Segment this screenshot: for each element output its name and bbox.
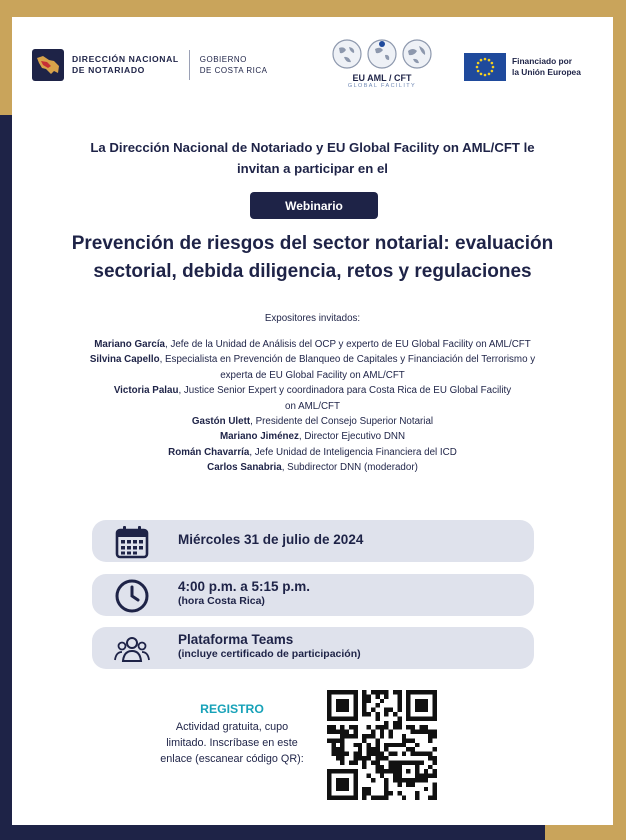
- dnn-name: [72, 54, 179, 76]
- speaker-role: , Director Ejecutivo DNN: [298, 431, 406, 443]
- event-time: 4:00 p.m. a 5:15 p.m.: [178, 579, 311, 594]
- speakers-list: [72, 337, 553, 476]
- eu-aml-logo: [322, 38, 442, 89]
- speaker-name: Carlos Sanabria: [207, 462, 282, 474]
- invitation-card: [12, 17, 613, 825]
- speaker-name: Victoria Palau: [113, 385, 179, 397]
- time-info: [92, 574, 534, 616]
- title-line-2: sectorial, debida diligencia, retos y regulaciones: [93, 261, 532, 282]
- speaker-role: , Especialista en Prevención de Blanqueo de Capitales y Financiación del Terrorismo y experta de EU Global Facility on AML/CFT: [159, 354, 536, 381]
- speaker-item: [72, 414, 553, 429]
- globe-icon: [401, 38, 433, 70]
- gov-line-1: GOBIERNO: [199, 55, 247, 64]
- aml-subtitle: GLOBAL FACILITY: [347, 83, 417, 89]
- costa-rica-map-icon: [32, 49, 64, 81]
- speaker-role: , Subdirector DNN (moderador): [281, 462, 418, 474]
- gov-name: [200, 54, 268, 76]
- intro-text: [42, 137, 583, 179]
- people-icon: [114, 631, 150, 667]
- page-title: [32, 230, 593, 286]
- webinar-badge: Webinario: [250, 192, 378, 219]
- platform-text: [178, 632, 361, 660]
- speaker-item: [72, 445, 553, 460]
- globe-icon: [366, 38, 398, 70]
- speaker-name: Mariano García: [94, 339, 166, 350]
- eu-line-1: Financiado por: [512, 56, 573, 66]
- speaker-item: [72, 352, 553, 383]
- event-date: Miércoles 31 de julio de 2024: [178, 532, 364, 547]
- speaker-role: , Presidente del Consejo Superior Notarial: [250, 416, 434, 428]
- speaker-item: [72, 337, 553, 352]
- eu-flag-icon: [464, 53, 506, 81]
- qr-code[interactable]: [327, 690, 437, 800]
- time-text: [178, 579, 310, 607]
- globes: [322, 38, 442, 70]
- event-platform: Plataforma Teams: [178, 632, 294, 647]
- speaker-name: Mariano Jiménez: [219, 431, 299, 443]
- speaker-name: Silvina Capello: [89, 354, 160, 366]
- aml-title: EU AML / CFT: [352, 73, 412, 83]
- date-text: [178, 532, 363, 547]
- logo-header: [12, 17, 613, 107]
- date-info: [92, 520, 534, 562]
- globe-icon: [331, 38, 363, 70]
- gov-line-2: DE COSTA RICA: [199, 66, 268, 75]
- clock-icon: [114, 578, 150, 614]
- registro-heading: REGISTRO: [200, 702, 264, 716]
- speakers-heading: Expositores invitados:: [264, 313, 361, 324]
- event-platform-note: (incluye certificado de participación): [178, 648, 361, 660]
- intro-line-2: invitan a participar en el: [237, 161, 388, 176]
- speaker-item: [72, 383, 553, 414]
- event-timezone: (hora Costa Rica): [178, 595, 265, 607]
- eu-line-2: la Unión Europea: [512, 67, 581, 77]
- eu-funding-logo: [464, 53, 581, 81]
- dnn-line-1: DIRECCIÓN NACIONAL: [72, 54, 179, 64]
- dnn-logo: [32, 49, 267, 81]
- navy-accent-left: [0, 115, 12, 825]
- speaker-role: , Justice Senior Expert y coordinadora para Costa Rica de EU Global Facility on AML/CFT: [178, 385, 512, 412]
- calendar-icon: [114, 524, 150, 560]
- speaker-item: [72, 429, 553, 444]
- speaker-role: , Jefe de la Unidad de Análisis del OCP y experto de EU Global Facility on AML/CFT: [165, 339, 531, 350]
- platform-info: [92, 627, 534, 669]
- registro-text: Actividad gratuita, cupo limitado. Inscríbase en este enlace (escanear código QR):: [160, 721, 304, 765]
- eu-funding-text: [512, 56, 581, 78]
- navy-accent-bottom: [0, 825, 545, 840]
- speaker-role: , Jefe Unidad de Inteligencia Financiera del ICD: [249, 446, 457, 458]
- dnn-line-2: DE NOTARIADO: [72, 65, 145, 75]
- speaker-name: Román Chavarría: [168, 446, 250, 458]
- logo-divider: [189, 50, 190, 80]
- speaker-item: [72, 460, 553, 475]
- speaker-name: Gastón Ulett: [191, 416, 251, 428]
- intro-line-1: La Dirección Nacional de Notariado y EU Global Facility on AML/CFT le: [90, 140, 535, 155]
- title-line-1: Prevención de riesgos del sector notarial: evaluación: [71, 233, 554, 254]
